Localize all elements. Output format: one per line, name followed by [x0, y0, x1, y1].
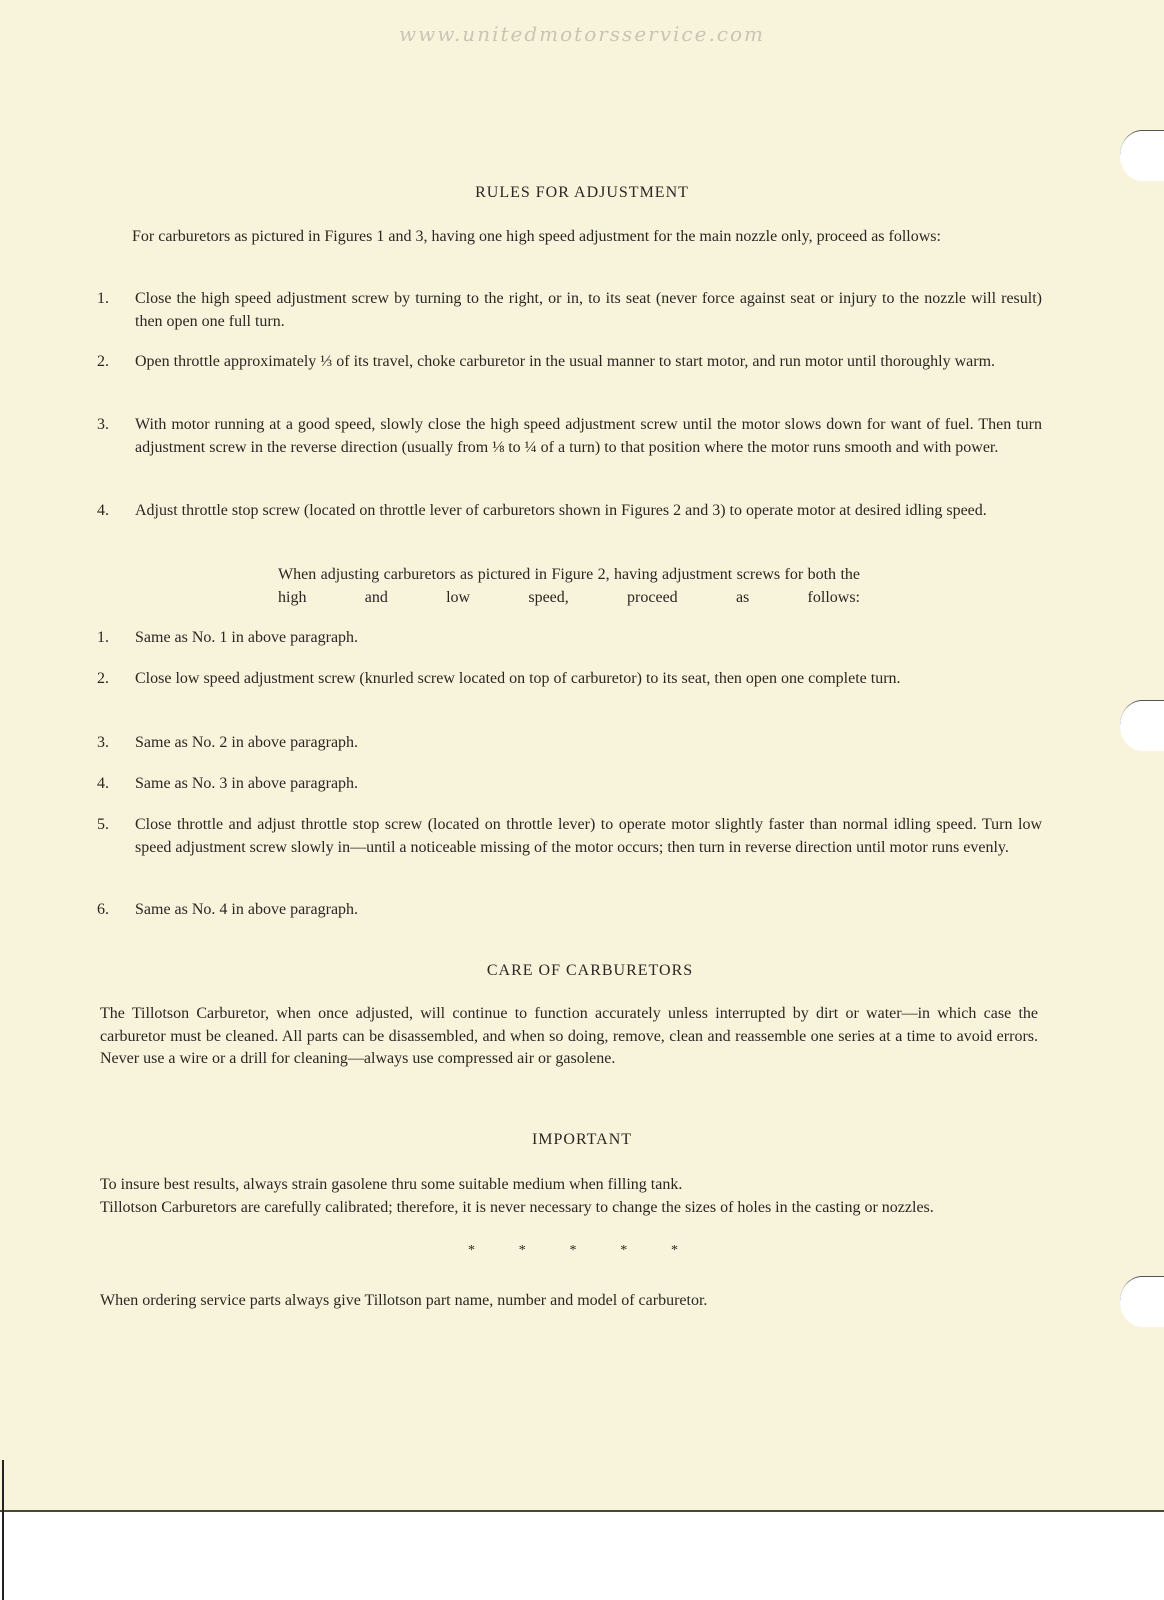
item-number: 6. [97, 901, 109, 918]
rules-heading: RULES FOR ADJUSTMENT [475, 184, 689, 201]
item-number: 4. [97, 502, 109, 519]
item-text: Close the high speed adjustment screw by turning to the right, or in, to its seat (never force against seat or injury to the nozzle will result) then open one full turn. [135, 290, 1042, 330]
list-item [97, 351, 1042, 374]
item-text: Open throttle approximately ⅓ of its travel, choke carburetor in the usual manner to start motor, and run motor until thoroughly warm. [135, 353, 996, 370]
list-item [97, 814, 1042, 859]
star: * [671, 1243, 678, 1258]
item-number: 5. [97, 816, 109, 833]
punch-hole [1120, 130, 1164, 181]
list-item [97, 500, 1042, 523]
star: * [468, 1243, 475, 1258]
list-item [97, 899, 1042, 922]
list-item [97, 414, 1042, 459]
list-item [97, 773, 1042, 796]
item-text: With motor running at a good speed, slowly close the high speed adjustment screw until the motor slows down for want of fuel. Then turn adjustment screw in the reverse direction (usually from ⅛ to ¼ of a turn) to that position where the motor runs smooth and with power. [135, 416, 1042, 456]
item-number: 4. [97, 775, 109, 792]
item-text: Same as No. 4 in above paragraph. [135, 901, 359, 918]
star: * [518, 1243, 526, 1258]
list-item [97, 732, 1042, 755]
care-text: The Tillotson Carburetor, when once adjusted, will continue to function accurately unless interrupted by dirt or water—in which case the carburetor must be cleaned. All parts can be disassembled, and when so doing, remove, clean and reassemble one series at a time to avoid errors. Never use a wire or a drill for cleaning—always use compressed air or gasolene. [100, 1005, 1038, 1067]
item-text: Close low speed adjustment screw (knurled screw located on top of carburetor) to its seat, then open one complete turn. [135, 670, 901, 687]
important-heading: IMPORTANT [531, 1131, 633, 1148]
important-line-1: To insure best results, always strain gasolene thru some suitable medium when filling tank. [100, 1176, 683, 1193]
watermark: www.unitedmotorsservice.com [398, 22, 766, 46]
item-number: 3. [97, 416, 109, 433]
item-text: Close throttle and adjust throttle stop screw (located on throttle lever) to operate motor slightly faster than normal idling speed. Turn low speed adjustment screw slowly in—until a noticeable missing of the motor occurs; then turn in reverse direction until motor runs evenly. [135, 816, 1042, 856]
item-text: Same as No. 1 in above paragraph. [135, 629, 359, 646]
star: * [620, 1243, 628, 1258]
item-text: Same as No. 2 in above paragraph. [135, 734, 359, 751]
list-item [97, 627, 1042, 650]
rules-intro-b: When adjusting carburetors as pictured in Figure 2, having adjustment screws for both the high and low speed, proceed as follows: [278, 566, 860, 606]
item-number: 3. [97, 734, 109, 751]
item-text: Same as No. 3 in above paragraph. [135, 775, 359, 792]
punch-hole [1120, 1276, 1164, 1327]
item-number: 2. [97, 353, 109, 370]
star: * [569, 1243, 577, 1258]
rules-intro: For carburetors as pictured in Figures 1 and 3, having one high speed adjustment for the main nozzle only, proceed as follows: [132, 228, 941, 245]
care-heading: CARE OF CARBURETORS [486, 962, 694, 979]
separator-stars [468, 1243, 678, 1259]
item-text: Adjust throttle stop screw (located on throttle lever of carburetors shown in Figures 2 and 3) to operate motor at desired idling speed. [135, 502, 987, 519]
item-number: 2. [97, 670, 109, 687]
list-item [97, 668, 1042, 691]
list-item [97, 288, 1042, 333]
punch-hole [1120, 700, 1164, 751]
item-number: 1. [97, 290, 109, 307]
item-number: 1. [97, 629, 109, 646]
important-line-2: Tillotson Carburetors are carefully calibrated; therefore, it is never necessary to change the sizes of holes in the casting or nozzles. [100, 1199, 934, 1216]
page-edge [2, 1460, 4, 1600]
ordering-note: When ordering service parts always give Tillotson part name, number and model of carburetor. [100, 1292, 708, 1309]
